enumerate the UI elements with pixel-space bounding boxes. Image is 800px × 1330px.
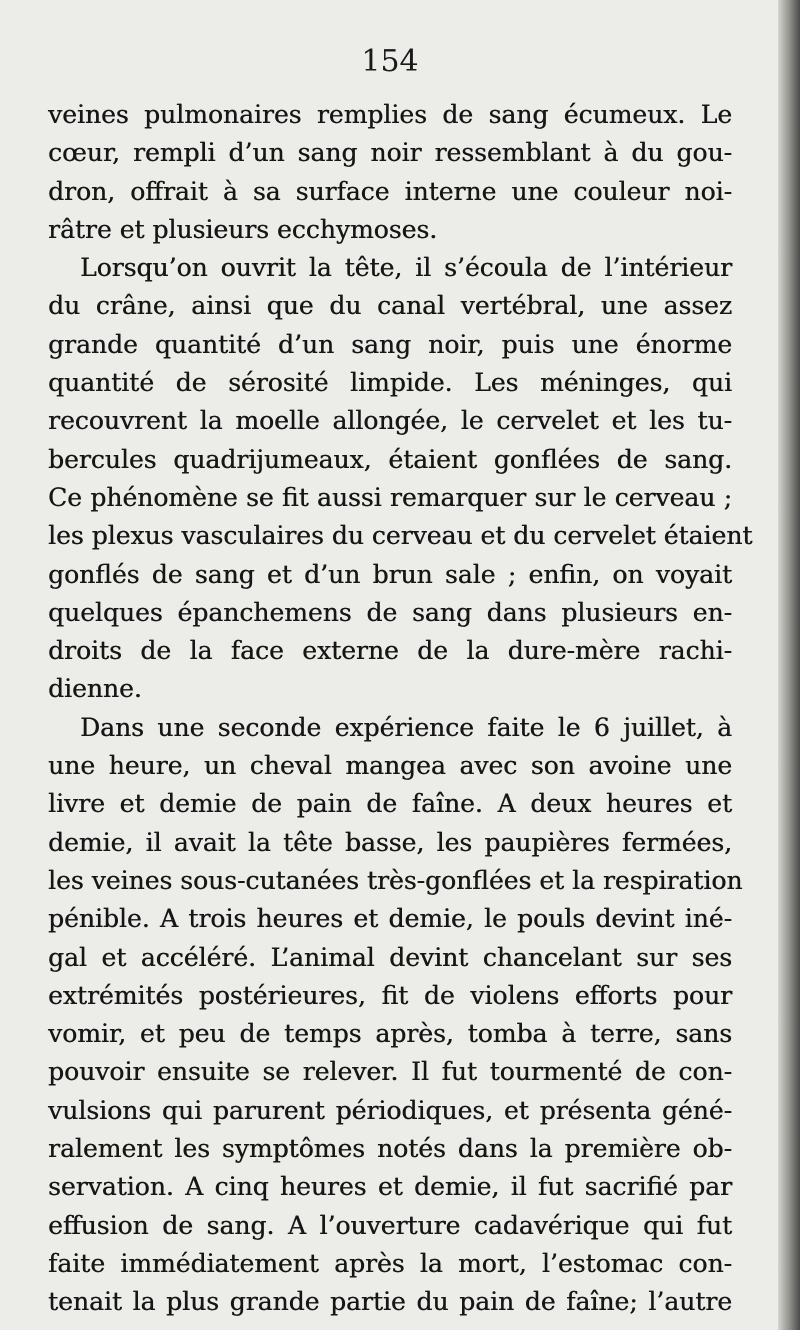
- text-line: dienne.: [48, 674, 142, 704]
- text-line: servation. A cinq heures et demie, il fut sacrifié par: [48, 1172, 732, 1202]
- text-line: vulsions qui parurent périodiques, et présenta géné-: [48, 1095, 732, 1125]
- paragraph: [48, 96, 732, 249]
- body-text: [48, 96, 753, 1322]
- text-line: dron, offrait à sa surface interne une couleur noi-: [48, 176, 732, 206]
- text-line: ralement les symptômes notés dans la première ob-: [48, 1134, 732, 1164]
- text-line: vomir, et peu de temps après, tomba à terre, sans: [48, 1019, 732, 1049]
- text-line: gal et accéléré. L’animal devint chancelant sur ses: [48, 942, 732, 972]
- text-line: Lorsqu’on ouvrit la tête, il s’écoula de l’intérieur: [80, 253, 732, 283]
- text-line: cœur, rempli d’un sang noir ressemblant à du gou-: [48, 138, 732, 168]
- text-line: extrémités postérieures, fit de violens efforts pour: [48, 980, 732, 1010]
- text-line: veines pulmonaires remplies de sang écumeux. Le: [48, 100, 732, 129]
- paragraph: [48, 249, 753, 709]
- text-line: Ce phénomène se fit aussi remarquer sur le cerveau ;: [48, 482, 732, 512]
- text-line: livre et demie de pain de faîne. A deux heures et: [48, 789, 732, 819]
- text-line: demie, il avait la tête basse, les paupières fermées,: [48, 827, 732, 857]
- text-line: recouvrent la moelle allongée, le cervelet et les tu-: [48, 406, 732, 436]
- page-number: 154: [361, 44, 419, 79]
- text-line: pouvoir ensuite se relever. Il fut tourmenté de con-: [48, 1057, 732, 1087]
- text-line: pénible. A trois heures et demie, le pouls devint iné-: [48, 904, 732, 934]
- text-line: effusion de sang. A l’ouverture cadavérique qui fut: [48, 1210, 732, 1240]
- text-line: grande quantité d’un sang noir, puis une énorme: [48, 329, 732, 359]
- text-line: tenait la plus grande partie du pain de faîne; l’autre: [48, 1287, 732, 1317]
- paragraph: [48, 709, 743, 1322]
- text-line: gonflés de sang et d’un brun sale ; enfin, on voyait: [48, 559, 732, 589]
- text-line: une heure, un cheval mangea avec son avoine une: [48, 751, 732, 781]
- text-line: les veines sous-cutanées très-gonflées et la respiration: [48, 865, 743, 895]
- text-line: Dans une seconde expérience faite le 6 juillet, à: [80, 712, 732, 742]
- text-line: râtre et plusieurs ecchymoses.: [48, 214, 438, 244]
- text-line: faite immédiatement après la mort, l’estomac con-: [48, 1248, 732, 1278]
- text-line: les plexus vasculaires du cerveau et du cervelet étaient: [48, 521, 753, 551]
- page-binding-edge: [778, 0, 800, 1330]
- text-line: du crâne, ainsi que du canal vertébral, une assez: [48, 291, 732, 321]
- text-line: droits de la face externe de la dure-mère rachi-: [48, 636, 732, 666]
- text-line: quantité de sérosité limpide. Les méninges, qui: [48, 368, 732, 398]
- text-line: bercules quadrijumeaux, étaient gonflées de sang.: [48, 444, 732, 474]
- text-line: quelques épanchemens de sang dans plusieurs en-: [48, 597, 732, 627]
